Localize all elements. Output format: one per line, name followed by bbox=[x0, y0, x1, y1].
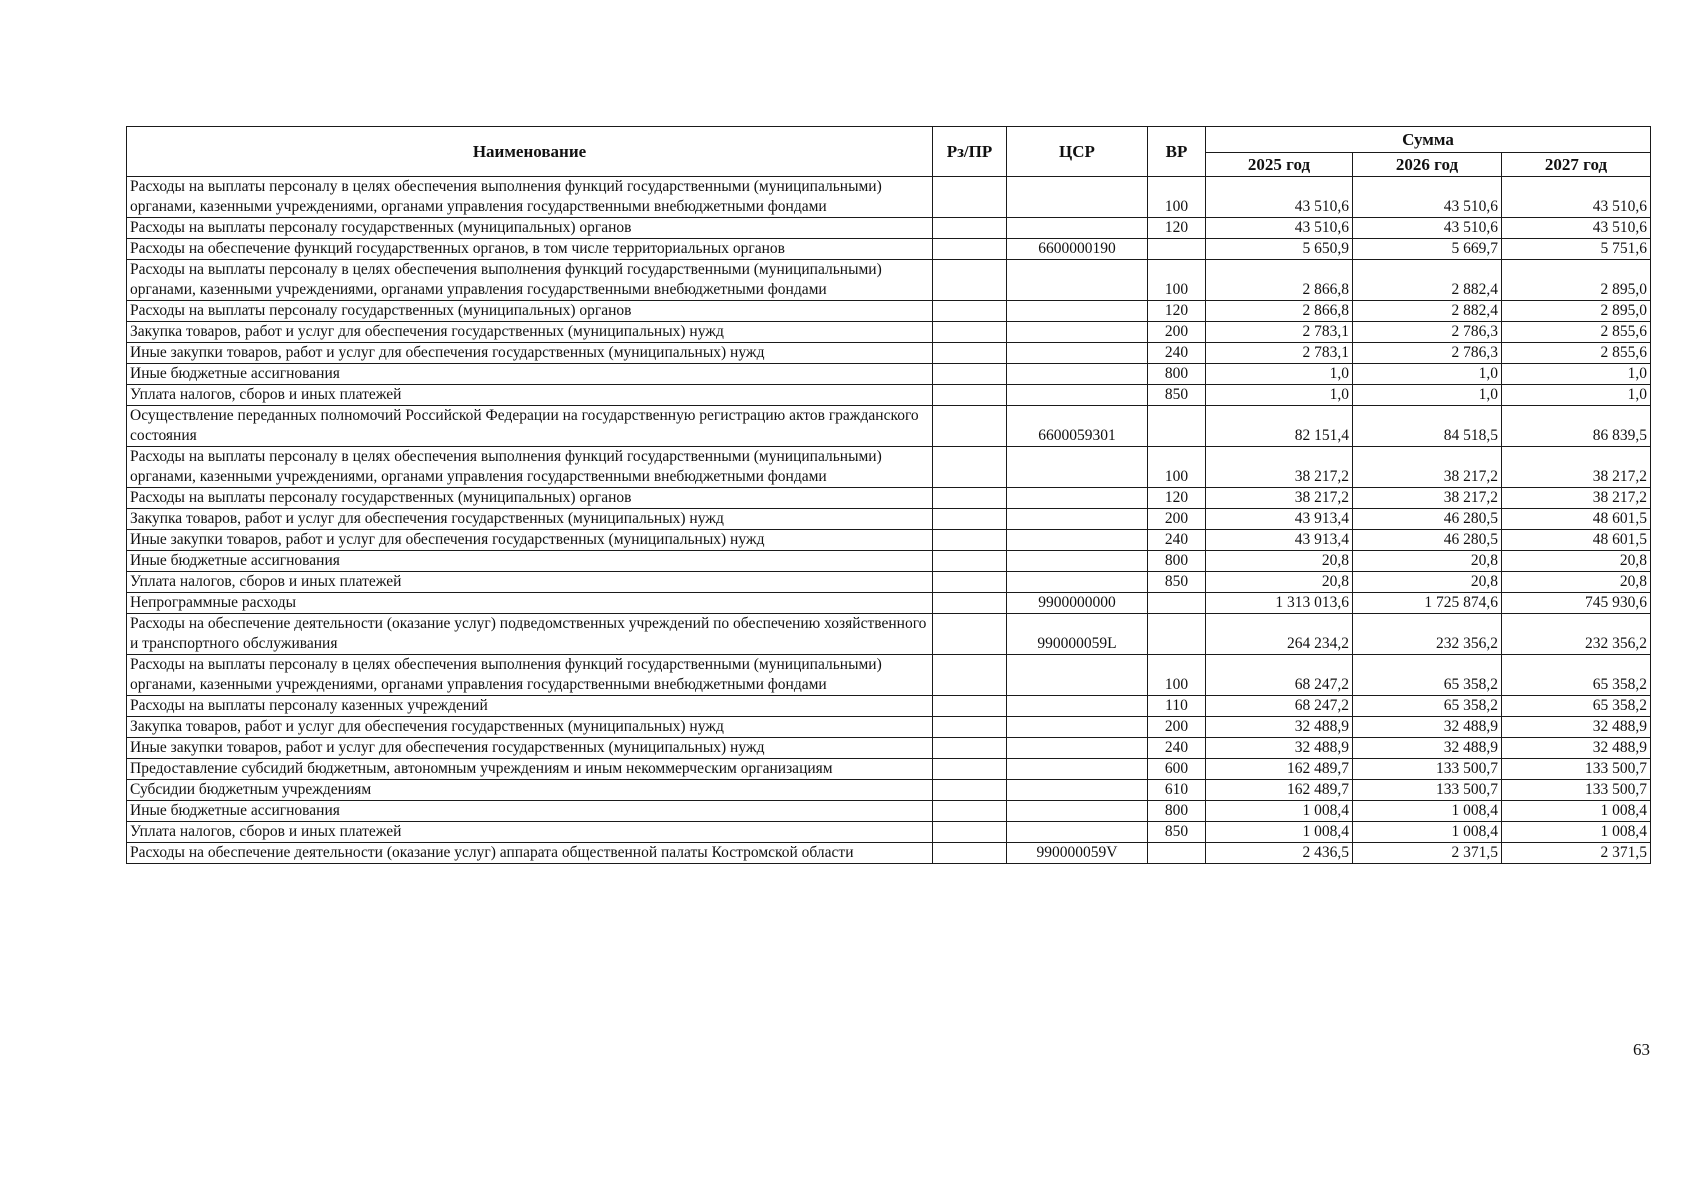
header-sum: Сумма bbox=[1206, 127, 1651, 153]
cell-2025: 2 783,1 bbox=[1206, 322, 1353, 343]
cell-csr bbox=[1007, 218, 1148, 239]
table-row bbox=[127, 593, 1651, 614]
cell-rz-pr bbox=[933, 488, 1007, 509]
cell-2027: 20,8 bbox=[1502, 551, 1651, 572]
cell-2027: 2 895,0 bbox=[1502, 260, 1651, 301]
cell-2026: 65 358,2 bbox=[1353, 655, 1502, 696]
cell-2025: 2 866,8 bbox=[1206, 301, 1353, 322]
cell-name: Осуществление переданных полномочий Российской Федерации на государственную регистрацию актов гражданского состояния bbox=[127, 406, 933, 447]
cell-2026: 2 882,4 bbox=[1353, 301, 1502, 322]
cell-vr: 800 bbox=[1148, 364, 1206, 385]
cell-2027: 32 488,9 bbox=[1502, 717, 1651, 738]
cell-2025: 32 488,9 bbox=[1206, 738, 1353, 759]
cell-2026: 1 725 874,6 bbox=[1353, 593, 1502, 614]
cell-csr bbox=[1007, 343, 1148, 364]
cell-2026: 2 882,4 bbox=[1353, 260, 1502, 301]
cell-csr bbox=[1007, 696, 1148, 717]
cell-csr: 990000059L bbox=[1007, 614, 1148, 655]
cell-vr bbox=[1148, 406, 1206, 447]
cell-csr: 6600000190 bbox=[1007, 239, 1148, 260]
cell-2027: 2 855,6 bbox=[1502, 322, 1651, 343]
cell-2027: 5 751,6 bbox=[1502, 239, 1651, 260]
cell-rz-pr bbox=[933, 717, 1007, 738]
cell-csr bbox=[1007, 822, 1148, 843]
cell-name: Иные бюджетные ассигнования bbox=[127, 551, 933, 572]
cell-name: Расходы на выплаты персоналу в целях обеспечения выполнения функций государственными (муниципальными) органами, казенными учреждениями, органами управления государственными внебюджетными фондами bbox=[127, 177, 933, 218]
cell-2025: 1,0 bbox=[1206, 364, 1353, 385]
cell-name: Закупка товаров, работ и услуг для обеспечения государственных (муниципальных) нужд bbox=[127, 322, 933, 343]
cell-2026: 46 280,5 bbox=[1353, 509, 1502, 530]
table-row bbox=[127, 301, 1651, 322]
cell-name: Субсидии бюджетным учреждениям bbox=[127, 780, 933, 801]
cell-2026: 1 008,4 bbox=[1353, 822, 1502, 843]
cell-2026: 38 217,2 bbox=[1353, 447, 1502, 488]
cell-2025: 2 866,8 bbox=[1206, 260, 1353, 301]
cell-2027: 38 217,2 bbox=[1502, 488, 1651, 509]
cell-name: Уплата налогов, сборов и иных платежей bbox=[127, 572, 933, 593]
budget-table bbox=[126, 126, 1651, 864]
cell-csr bbox=[1007, 260, 1148, 301]
cell-2027: 48 601,5 bbox=[1502, 509, 1651, 530]
cell-2027: 232 356,2 bbox=[1502, 614, 1651, 655]
cell-name: Расходы на обеспечение деятельности (оказание услуг) подведомственных учреждений по обеспечению хозяйственного и транспортного обслуживания bbox=[127, 614, 933, 655]
cell-2026: 1,0 bbox=[1353, 385, 1502, 406]
cell-csr bbox=[1007, 322, 1148, 343]
table-row bbox=[127, 843, 1651, 864]
cell-name: Расходы на выплаты персоналу казенных учреждений bbox=[127, 696, 933, 717]
table-row bbox=[127, 239, 1651, 260]
cell-vr: 800 bbox=[1148, 801, 1206, 822]
cell-2026: 2 371,5 bbox=[1353, 843, 1502, 864]
table-row bbox=[127, 614, 1651, 655]
cell-name: Иные закупки товаров, работ и услуг для обеспечения государственных (муниципальных) нужд bbox=[127, 343, 933, 364]
table-row bbox=[127, 177, 1651, 218]
cell-csr: 990000059V bbox=[1007, 843, 1148, 864]
cell-2027: 65 358,2 bbox=[1502, 696, 1651, 717]
cell-2025: 1 313 013,6 bbox=[1206, 593, 1353, 614]
cell-vr: 800 bbox=[1148, 551, 1206, 572]
cell-csr bbox=[1007, 801, 1148, 822]
cell-csr bbox=[1007, 759, 1148, 780]
cell-2025: 43 510,6 bbox=[1206, 177, 1353, 218]
cell-vr: 610 bbox=[1148, 780, 1206, 801]
cell-name: Иные закупки товаров, работ и услуг для обеспечения государственных (муниципальных) нужд bbox=[127, 530, 933, 551]
cell-rz-pr bbox=[933, 572, 1007, 593]
cell-name: Предоставление субсидий бюджетным, автономным учреждениям и иным некоммерческим организациям bbox=[127, 759, 933, 780]
cell-2027: 745 930,6 bbox=[1502, 593, 1651, 614]
cell-2027: 1 008,4 bbox=[1502, 822, 1651, 843]
table-row bbox=[127, 822, 1651, 843]
cell-2025: 1,0 bbox=[1206, 385, 1353, 406]
cell-name: Расходы на выплаты персоналу государственных (муниципальных) органов bbox=[127, 488, 933, 509]
cell-name: Расходы на выплаты персоналу государственных (муниципальных) органов bbox=[127, 218, 933, 239]
cell-csr bbox=[1007, 780, 1148, 801]
table-row bbox=[127, 551, 1651, 572]
cell-2025: 68 247,2 bbox=[1206, 655, 1353, 696]
table-row bbox=[127, 717, 1651, 738]
cell-name: Уплата налогов, сборов и иных платежей bbox=[127, 822, 933, 843]
cell-csr bbox=[1007, 447, 1148, 488]
cell-rz-pr bbox=[933, 593, 1007, 614]
cell-csr bbox=[1007, 551, 1148, 572]
table-row bbox=[127, 385, 1651, 406]
cell-name: Закупка товаров, работ и услуг для обеспечения государственных (муниципальных) нужд bbox=[127, 717, 933, 738]
cell-rz-pr bbox=[933, 801, 1007, 822]
cell-csr bbox=[1007, 385, 1148, 406]
cell-rz-pr bbox=[933, 447, 1007, 488]
header-vr: ВР bbox=[1148, 127, 1206, 177]
cell-2026: 32 488,9 bbox=[1353, 717, 1502, 738]
cell-2026: 32 488,9 bbox=[1353, 738, 1502, 759]
cell-csr: 9900000000 bbox=[1007, 593, 1148, 614]
table-body bbox=[127, 177, 1651, 864]
cell-2027: 133 500,7 bbox=[1502, 780, 1651, 801]
cell-2025: 162 489,7 bbox=[1206, 780, 1353, 801]
cell-vr bbox=[1148, 593, 1206, 614]
cell-2025: 32 488,9 bbox=[1206, 717, 1353, 738]
cell-2025: 1 008,4 bbox=[1206, 822, 1353, 843]
cell-rz-pr bbox=[933, 655, 1007, 696]
cell-csr bbox=[1007, 572, 1148, 593]
cell-rz-pr bbox=[933, 406, 1007, 447]
cell-rz-pr bbox=[933, 301, 1007, 322]
cell-vr: 120 bbox=[1148, 301, 1206, 322]
cell-csr: 6600059301 bbox=[1007, 406, 1148, 447]
cell-rz-pr bbox=[933, 738, 1007, 759]
cell-name: Иные закупки товаров, работ и услуг для обеспечения государственных (муниципальных) нужд bbox=[127, 738, 933, 759]
cell-csr bbox=[1007, 738, 1148, 759]
cell-csr bbox=[1007, 509, 1148, 530]
table-row bbox=[127, 343, 1651, 364]
cell-2027: 2 895,0 bbox=[1502, 301, 1651, 322]
header-rz-pr: Рз/ПР bbox=[933, 127, 1007, 177]
cell-vr: 200 bbox=[1148, 509, 1206, 530]
cell-rz-pr bbox=[933, 343, 1007, 364]
cell-vr: 100 bbox=[1148, 655, 1206, 696]
cell-vr: 240 bbox=[1148, 343, 1206, 364]
cell-rz-pr bbox=[933, 177, 1007, 218]
cell-2026: 84 518,5 bbox=[1353, 406, 1502, 447]
cell-csr bbox=[1007, 364, 1148, 385]
cell-2025: 5 650,9 bbox=[1206, 239, 1353, 260]
cell-vr: 240 bbox=[1148, 530, 1206, 551]
cell-name: Расходы на выплаты персоналу в целях обеспечения выполнения функций государственными (муниципальными) органами, казенными учреждениями, органами управления государственными внебюджетными фондами bbox=[127, 260, 933, 301]
cell-vr bbox=[1148, 614, 1206, 655]
cell-rz-pr bbox=[933, 614, 1007, 655]
cell-vr: 120 bbox=[1148, 488, 1206, 509]
page-number: 63 bbox=[1633, 1040, 1650, 1059]
cell-2027: 133 500,7 bbox=[1502, 759, 1651, 780]
cell-csr bbox=[1007, 530, 1148, 551]
cell-2026: 65 358,2 bbox=[1353, 696, 1502, 717]
cell-csr bbox=[1007, 301, 1148, 322]
cell-rz-pr bbox=[933, 218, 1007, 239]
cell-2027: 38 217,2 bbox=[1502, 447, 1651, 488]
cell-rz-pr bbox=[933, 322, 1007, 343]
table-header bbox=[127, 127, 1651, 177]
cell-2025: 43 510,6 bbox=[1206, 218, 1353, 239]
cell-vr: 200 bbox=[1148, 717, 1206, 738]
table-row bbox=[127, 696, 1651, 717]
cell-csr bbox=[1007, 488, 1148, 509]
cell-name: Расходы на выплаты персоналу в целях обеспечения выполнения функций государственными (муниципальными) органами, казенными учреждениями, органами управления государственными внебюджетными фондами bbox=[127, 655, 933, 696]
cell-2027: 1,0 bbox=[1502, 385, 1651, 406]
cell-name: Расходы на выплаты персоналу государственных (муниципальных) органов bbox=[127, 301, 933, 322]
cell-2027: 43 510,6 bbox=[1502, 218, 1651, 239]
cell-2027: 43 510,6 bbox=[1502, 177, 1651, 218]
cell-2026: 43 510,6 bbox=[1353, 218, 1502, 239]
cell-name: Непрограммные расходы bbox=[127, 593, 933, 614]
cell-vr: 600 bbox=[1148, 759, 1206, 780]
cell-vr: 850 bbox=[1148, 822, 1206, 843]
cell-vr: 850 bbox=[1148, 572, 1206, 593]
cell-2026: 43 510,6 bbox=[1353, 177, 1502, 218]
cell-rz-pr bbox=[933, 822, 1007, 843]
cell-2026: 2 786,3 bbox=[1353, 322, 1502, 343]
cell-2025: 20,8 bbox=[1206, 551, 1353, 572]
cell-2025: 38 217,2 bbox=[1206, 488, 1353, 509]
header-name: Наименование bbox=[127, 127, 933, 177]
cell-vr: 100 bbox=[1148, 447, 1206, 488]
cell-2026: 20,8 bbox=[1353, 572, 1502, 593]
cell-name: Расходы на обеспечение деятельности (оказание услуг) аппарата общественной палаты Костромской области bbox=[127, 843, 933, 864]
cell-2026: 46 280,5 bbox=[1353, 530, 1502, 551]
cell-2025: 38 217,2 bbox=[1206, 447, 1353, 488]
cell-2025: 2 436,5 bbox=[1206, 843, 1353, 864]
cell-vr bbox=[1148, 239, 1206, 260]
cell-2026: 1 008,4 bbox=[1353, 801, 1502, 822]
cell-rz-pr bbox=[933, 696, 1007, 717]
cell-vr bbox=[1148, 843, 1206, 864]
cell-csr bbox=[1007, 717, 1148, 738]
cell-name: Расходы на выплаты персоналу в целях обеспечения выполнения функций государственными (муниципальными) органами, казенными учреждениями, органами управления государственными внебюджетными фондами bbox=[127, 447, 933, 488]
cell-2027: 32 488,9 bbox=[1502, 738, 1651, 759]
cell-2027: 2 855,6 bbox=[1502, 343, 1651, 364]
cell-2026: 5 669,7 bbox=[1353, 239, 1502, 260]
cell-rz-pr bbox=[933, 843, 1007, 864]
table-row bbox=[127, 572, 1651, 593]
cell-2027: 20,8 bbox=[1502, 572, 1651, 593]
cell-2026: 20,8 bbox=[1353, 551, 1502, 572]
cell-2025: 20,8 bbox=[1206, 572, 1353, 593]
cell-2026: 133 500,7 bbox=[1353, 759, 1502, 780]
cell-vr: 110 bbox=[1148, 696, 1206, 717]
cell-rz-pr bbox=[933, 260, 1007, 301]
cell-2025: 43 913,4 bbox=[1206, 509, 1353, 530]
cell-csr bbox=[1007, 655, 1148, 696]
cell-2026: 1,0 bbox=[1353, 364, 1502, 385]
table-row bbox=[127, 218, 1651, 239]
cell-2027: 1,0 bbox=[1502, 364, 1651, 385]
header-year-2027: 2027 год bbox=[1502, 153, 1651, 177]
header-csr: ЦСР bbox=[1007, 127, 1148, 177]
cell-2025: 1 008,4 bbox=[1206, 801, 1353, 822]
cell-csr bbox=[1007, 177, 1148, 218]
cell-2025: 264 234,2 bbox=[1206, 614, 1353, 655]
cell-name: Расходы на обеспечение функций государственных органов, в том числе территориальных органов bbox=[127, 239, 933, 260]
table-row bbox=[127, 759, 1651, 780]
cell-name: Закупка товаров, работ и услуг для обеспечения государственных (муниципальных) нужд bbox=[127, 509, 933, 530]
header-year-2026: 2026 год bbox=[1353, 153, 1502, 177]
cell-2025: 82 151,4 bbox=[1206, 406, 1353, 447]
cell-2027: 48 601,5 bbox=[1502, 530, 1651, 551]
table-row bbox=[127, 364, 1651, 385]
cell-vr: 200 bbox=[1148, 322, 1206, 343]
cell-rz-pr bbox=[933, 239, 1007, 260]
cell-name: Иные бюджетные ассигнования bbox=[127, 801, 933, 822]
cell-2025: 162 489,7 bbox=[1206, 759, 1353, 780]
cell-2026: 38 217,2 bbox=[1353, 488, 1502, 509]
cell-2027: 65 358,2 bbox=[1502, 655, 1651, 696]
cell-vr: 850 bbox=[1148, 385, 1206, 406]
cell-2027: 86 839,5 bbox=[1502, 406, 1651, 447]
cell-rz-pr bbox=[933, 530, 1007, 551]
table-row bbox=[127, 322, 1651, 343]
cell-2025: 2 783,1 bbox=[1206, 343, 1353, 364]
cell-rz-pr bbox=[933, 364, 1007, 385]
cell-2027: 1 008,4 bbox=[1502, 801, 1651, 822]
table-row bbox=[127, 509, 1651, 530]
table-row bbox=[127, 780, 1651, 801]
cell-rz-pr bbox=[933, 509, 1007, 530]
cell-vr: 240 bbox=[1148, 738, 1206, 759]
cell-vr: 100 bbox=[1148, 260, 1206, 301]
header-row bbox=[127, 127, 1651, 153]
cell-rz-pr bbox=[933, 385, 1007, 406]
table-row bbox=[127, 738, 1651, 759]
table-row bbox=[127, 530, 1651, 551]
cell-2025: 43 913,4 bbox=[1206, 530, 1353, 551]
cell-rz-pr bbox=[933, 551, 1007, 572]
table-row bbox=[127, 801, 1651, 822]
header-year-2025: 2025 год bbox=[1206, 153, 1353, 177]
cell-vr: 100 bbox=[1148, 177, 1206, 218]
table-row bbox=[127, 406, 1651, 447]
cell-2025: 68 247,2 bbox=[1206, 696, 1353, 717]
cell-name: Иные бюджетные ассигнования bbox=[127, 364, 933, 385]
table-row bbox=[127, 447, 1651, 488]
table-row bbox=[127, 260, 1651, 301]
cell-2026: 232 356,2 bbox=[1353, 614, 1502, 655]
cell-name: Уплата налогов, сборов и иных платежей bbox=[127, 385, 933, 406]
cell-rz-pr bbox=[933, 759, 1007, 780]
table-row bbox=[127, 655, 1651, 696]
cell-2026: 133 500,7 bbox=[1353, 780, 1502, 801]
cell-rz-pr bbox=[933, 780, 1007, 801]
cell-2026: 2 786,3 bbox=[1353, 343, 1502, 364]
cell-2027: 2 371,5 bbox=[1502, 843, 1651, 864]
cell-vr: 120 bbox=[1148, 218, 1206, 239]
table-row bbox=[127, 488, 1651, 509]
